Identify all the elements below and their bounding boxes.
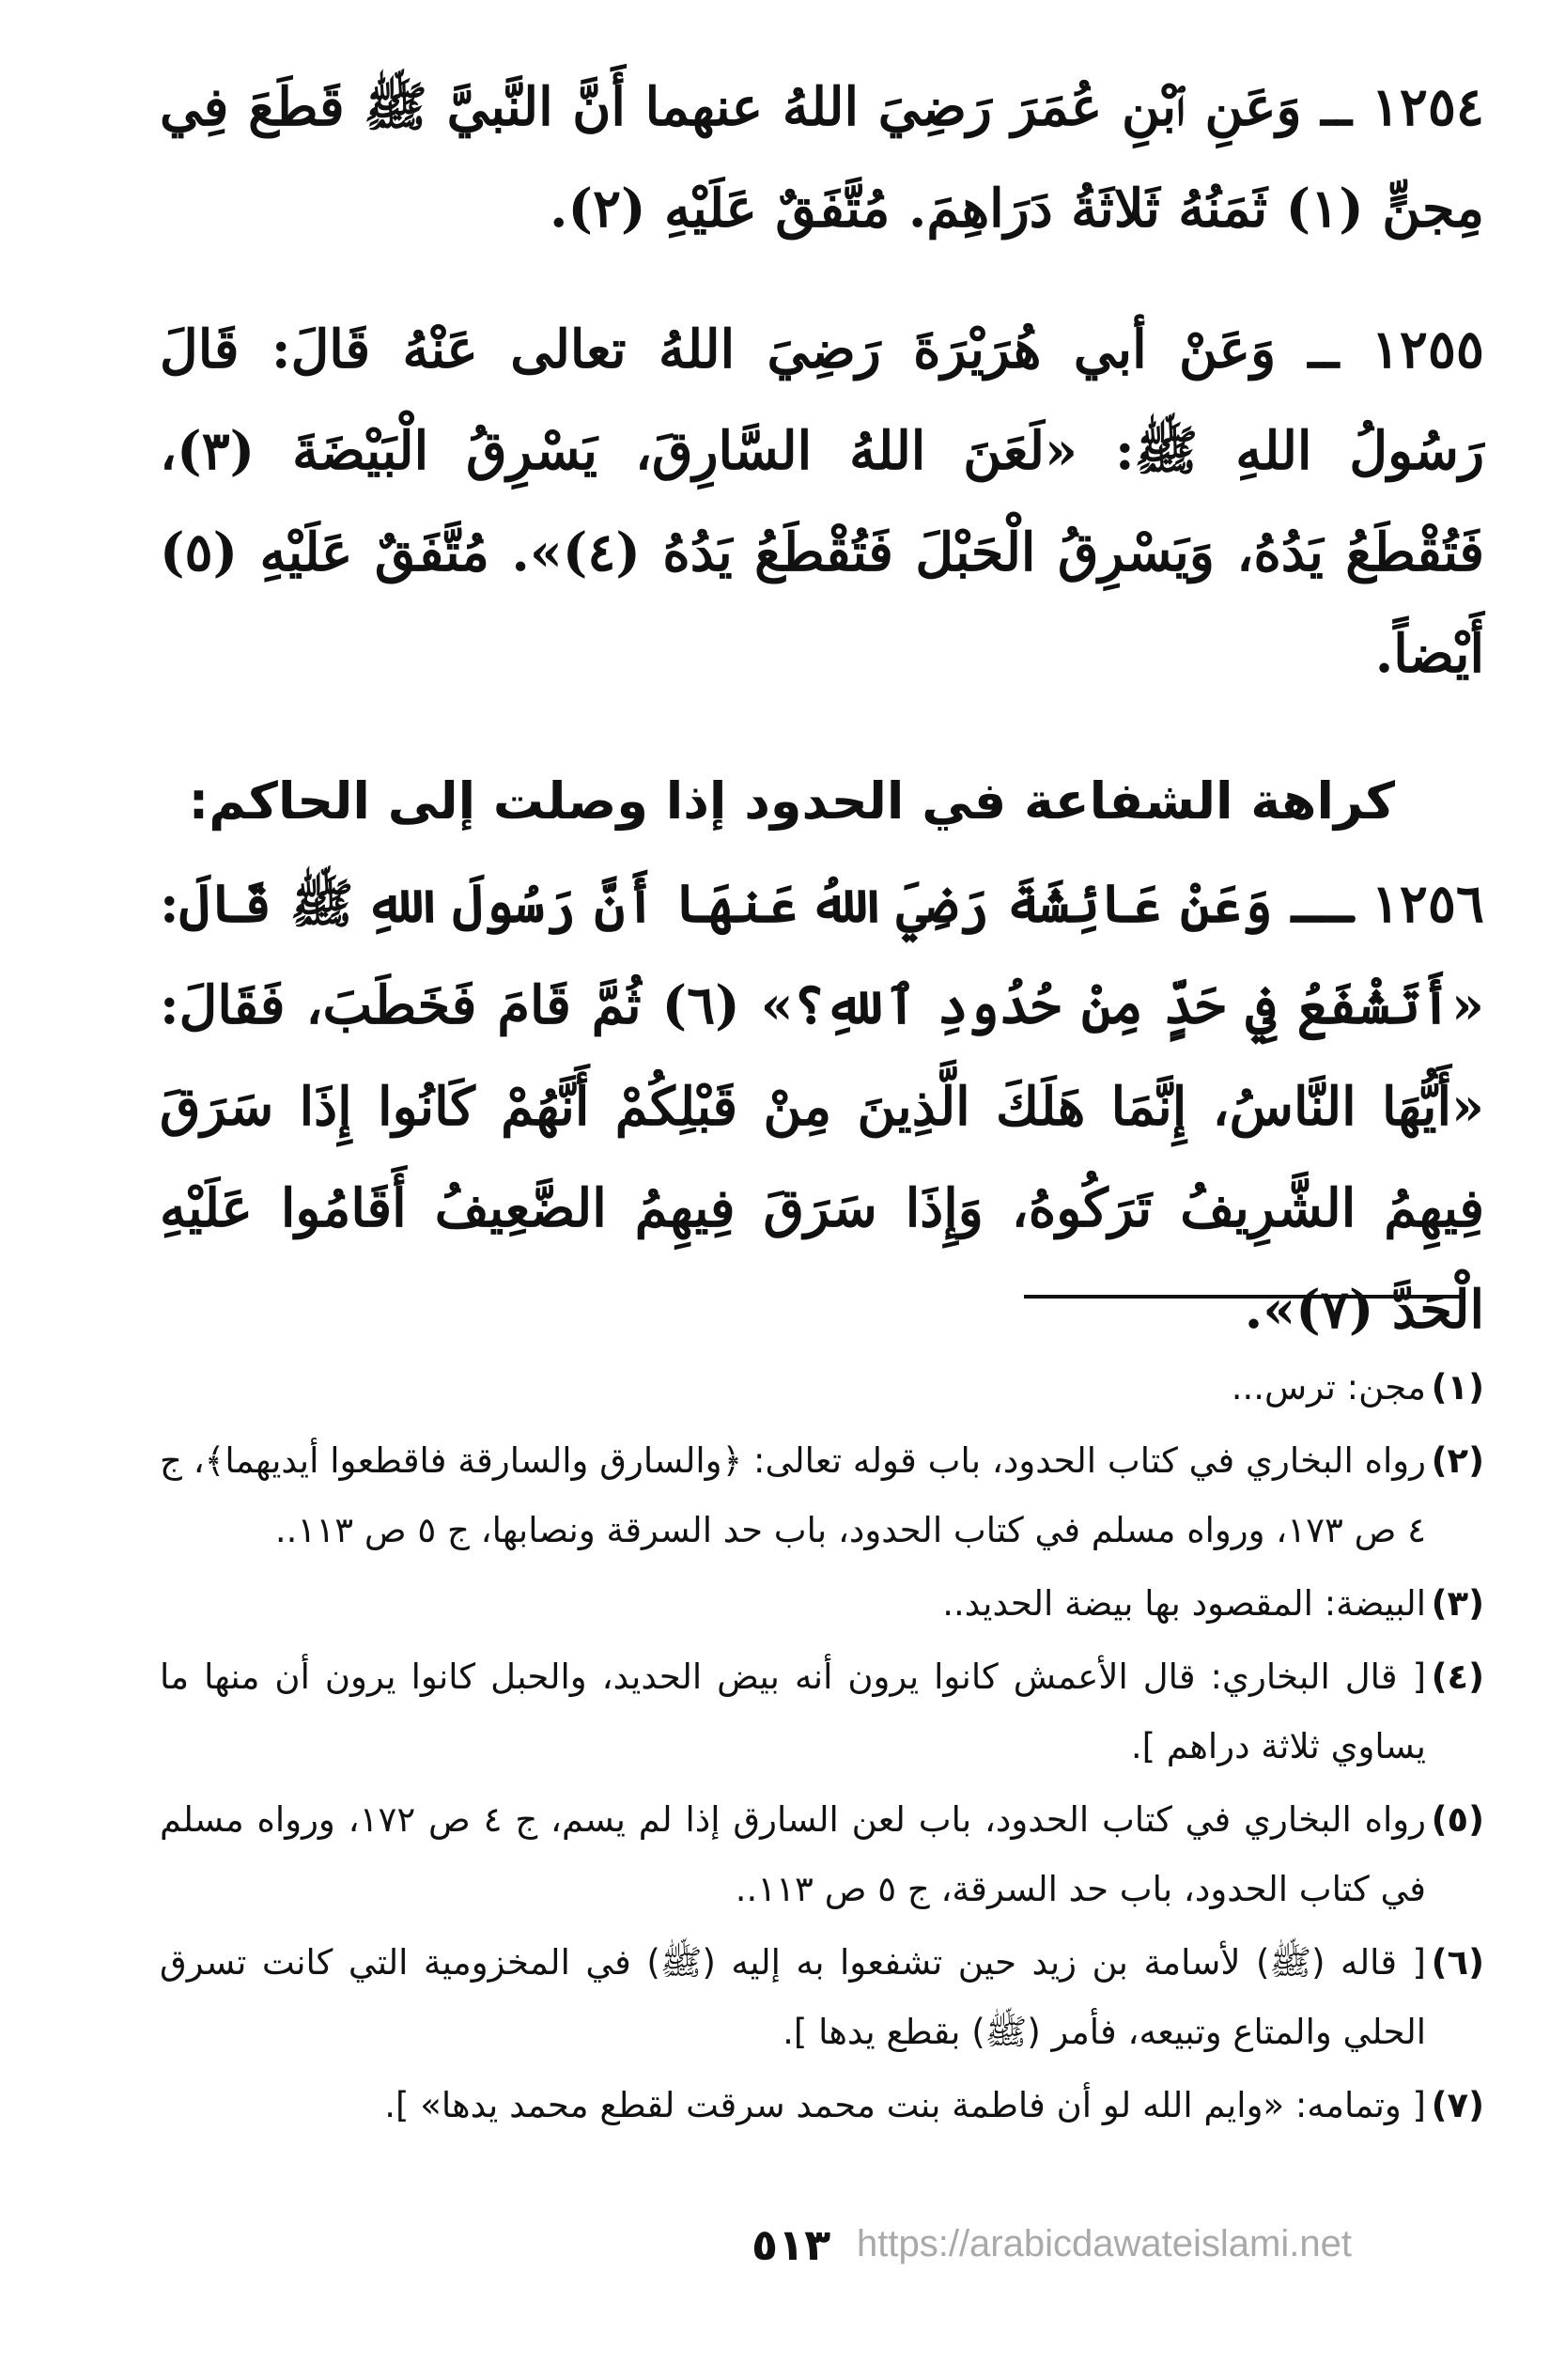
footnote-text: [ قاله (ﷺ) لأسامة بن زيد حين تشفعوا به إليه (ﷺ) في المخزومية التي كانت تسرق الحلي والمتاع وتبيعه، فأمر (ﷺ) بقطع يدها ]. bbox=[160, 1942, 1426, 2052]
footnote-number: (٦) bbox=[1431, 1942, 1484, 1983]
footnote-number: (٤) bbox=[1431, 1657, 1484, 1697]
footnote-number: (١) bbox=[1431, 1367, 1484, 1408]
footnote-text: رواه البخاري في كتاب الحدود، باب قوله تعالى: ﴿والسارق والسارقة فاقطعوا أيديهما﴾، ج ٤ ص ١٧٣، ورواه مسلم في كتاب الحدود، باب حد السرقة ونصابها، ج ٥ ص ١١٣.. bbox=[160, 1440, 1426, 1550]
hadith-1254: ١٢٥٤ ــ وَعَنِ ٱبْنِ عُمَرَ رَضِيَ اللهُ عنهما أَنَّ النَّبيَّ ﷺ قَطَعَ فِي مِجنٍّ (١) ثَمَنُهُ ثَلاثَةُ دَرَاهِمَ. مُتَّفَقٌ عَلَيْهِ (٢). bbox=[160, 76, 1484, 240]
footnotes bbox=[160, 1353, 1484, 2144]
footnote-4 bbox=[160, 1642, 1484, 1781]
footnote-2 bbox=[160, 1426, 1484, 1565]
page-number: ٥١٣ bbox=[752, 2219, 831, 2270]
footnote-text: رواه البخاري في كتاب الحدود، باب لعن السارق إذا لم يسم، ج ٤ ص ١٧٢، ورواه مسلم في كتاب الحدود، باب حد السرقة، ج ٥ ص ١١٣.. bbox=[160, 1799, 1426, 1909]
footnote-text: [ وتمامه: «وايم الله لو أن فاطمة بنت محمد سرقت لقطع محمد يدها» ]. bbox=[384, 2085, 1426, 2125]
section-heading: كراهة الشفاعة في الحدود إذا وصلت إلى الحاكم: bbox=[188, 771, 1395, 831]
page-footer bbox=[0, 2210, 1550, 2294]
footnote-1 bbox=[160, 1353, 1484, 1423]
footnote-6 bbox=[160, 1928, 1484, 2067]
main-text bbox=[160, 56, 1484, 1361]
footnote-number: (٢) bbox=[1431, 1440, 1484, 1481]
footnote-number: (٣) bbox=[1431, 1583, 1484, 1624]
hadith-1256: ١٢٥٦ ــ وَعَنْ عَائِشَةَ رَضِيَ اللهُ عَنهَا أَنَّ رَسُولَ اللهِ ﷺ قَالَ: «أَتَشْفَعُ فِي حَدٍّ مِنْ حُدُودِ ٱللهِ؟» (٦) ثُمَّ قَامَ فَخَطَبَ، فَقَالَ: «أَيُّهَا النَّاسُ، إِنَّمَا هَلَكَ الَّذِينَ مِنْ قَبْلِكُمْ أَنَّهُمْ كَانُوا إِذَا سَرَقَ فِيهِمُ الشَّرِيفُ تَرَكُوهُ، وَإِذَا سَرَقَ فِيهِمُ الضَّعِيفُ أَقَامُوا عَلَيْهِ الْحَدَّ (٧)». bbox=[160, 873, 1484, 1341]
footnote-number: (٥) bbox=[1431, 1799, 1484, 1840]
footnote-text: البيضة: المقصود بها بيضة الحديد.. bbox=[942, 1583, 1426, 1624]
footnote-number: (٧) bbox=[1431, 2085, 1484, 2125]
footnote-3 bbox=[160, 1569, 1484, 1639]
footnote-5 bbox=[160, 1785, 1484, 1924]
footnote-separator bbox=[1024, 1295, 1465, 1299]
footnote-text: [ قال البخاري: قال الأعمش كانوا يرون أنه بيض الحديد، والحبل كانوا يرون أن منها ما يساوي ثلاثة دراهم ]. bbox=[160, 1657, 1426, 1766]
footnote-7 bbox=[160, 2071, 1484, 2140]
watermark-url: https://arabicdawateislami.net bbox=[857, 2223, 1352, 2264]
footnote-text: مجن: ترس... bbox=[1231, 1367, 1426, 1408]
hadith-1255: ١٢٥٥ ــ وَعَنْ أبي هُرَيْرَةَ رَضِيَ اللهُ تعالى عَنْهُ قَالَ: قَالَ رَسُولُ اللهِ ﷺ: «لَعَنَ اللهُ السَّارِقَ، يَسْرِقُ الْبَيْضَةَ (٣)، فَتُقْطَعُ يَدُهُ، وَيَسْرِقُ الْحَبْلَ فَتُقْطَعُ يَدُهُ (٤)». مُتَّفَقٌ عَلَيْهِ (٥) أَيْضاً. bbox=[160, 319, 1484, 685]
